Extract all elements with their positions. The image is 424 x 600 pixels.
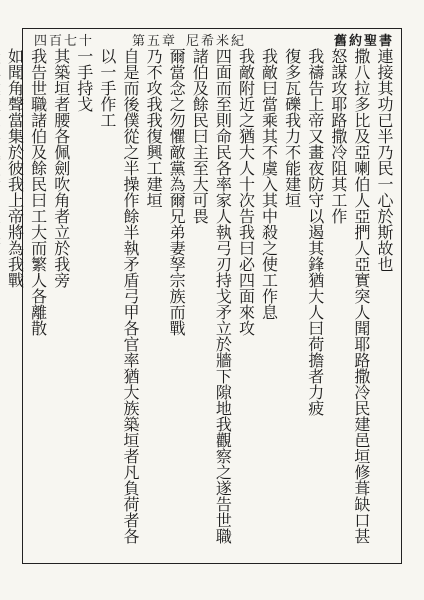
text-column: 一手持戈	[74, 48, 94, 112]
text-column	[0, 48, 3, 558]
text-column: 如聞角聲當集於彼我上帝將為我戰	[5, 48, 25, 288]
text-column: 乃不攻我我復興工建垣	[144, 48, 164, 208]
text-column: 四面而至則命民各率家人執弓刃持戈矛立於牆下隙地我觀察之遂告世職諸伯及餘民曰主至大可畏	[190, 48, 233, 544]
page-header	[22, 28, 402, 50]
book-title: 舊約聖書	[333, 34, 394, 49]
text-column: 自是而後僕從之半操作餘半執矛盾弓甲各官率猶大族築垣者凡負荷者各以一手作工	[97, 48, 140, 544]
chapter-label: 第五章	[132, 34, 178, 49]
section-title: 尼希米紀	[186, 34, 247, 49]
text-column: 我告世職諸伯及餘民曰工大而繁人各離散	[28, 48, 48, 336]
vertical-text-body	[5, 48, 396, 558]
text-column: 爾當念之勿懼敵黨為爾兄弟妻孥宗族而戰	[167, 48, 187, 336]
text-column: 連接其功已半乃民一心於斯故也	[375, 48, 394, 272]
text-column: 復多瓦礫我力不能建垣	[282, 48, 302, 208]
text-column: 我敵附近之猶大人十次告我曰必四面來攻	[236, 48, 256, 336]
text-column: 撒八拉多比及亞喇伯人亞捫人亞實突人聞耶路撒冷民建邑垣修葺缺口甚怒謀攻耶路撒冷阻其工作	[328, 48, 371, 544]
text-column: 我禱告上帝又畫夜防守以遏其鋒猶大人曰荷擔者力疲	[305, 48, 325, 416]
page-number: 四百七十	[34, 34, 95, 49]
text-column: 其築垣者腰各佩劍吹角者立於我旁	[51, 48, 71, 288]
text-column: 我敵曰當乘其不虞入其中殺之使工作息	[259, 48, 279, 320]
